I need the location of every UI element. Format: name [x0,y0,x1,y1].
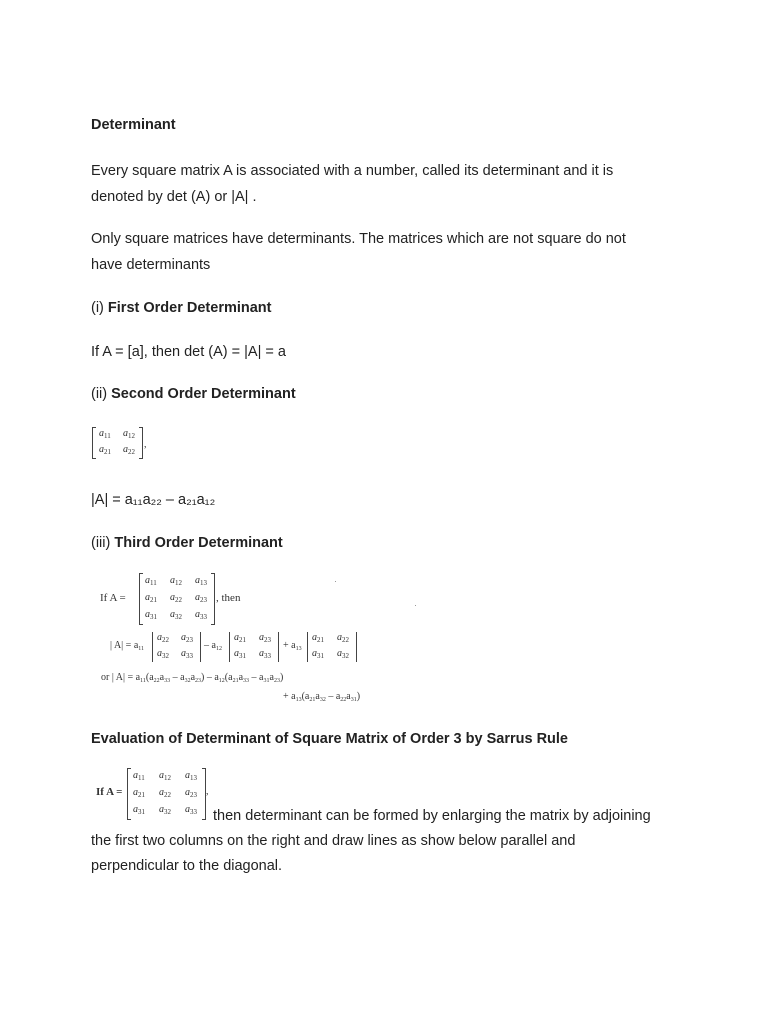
sarrus-if-a-equals: If A = [96,786,123,798]
page-title: Determinant [91,117,176,133]
sarrus-text-line: the first two columns on the right and draw lines as show below parallel and [91,833,576,849]
expand-or: or | A| = a [101,672,141,683]
paragraph-definition [91,158,613,210]
paragraph-line: denoted by det (A) or |A| . [91,189,257,205]
then-text: , then [216,592,241,604]
if-a-equals: If A = [100,592,126,604]
expand-lhs: | A| = a [110,640,139,651]
sarrus-text-line: then determinant can be formed by enlarging the matrix by adjoining [213,808,651,824]
sarrus-heading: Evaluation of Determinant of Square Matrix of Order 3 by Sarrus Rule [91,731,568,747]
second-order-formula: |A| = a₁₁a₂₂ – a₂₁a₁₂ [91,492,216,508]
section-prefix: (iii) [91,535,115,551]
third-order-expansion-image: If A = $a_{11}$ $a_{12}$ $a_{13}$ $a_{21}$ $a_{22}$ $a_{23}$ $a_{31}$ $a_{32}$ $a_{33}$ , then | $A| = a_{11}$ $a_{22}$ $a_{23}$ $a_{32}$ $a_{33}$ – $a_{12}$ $a_{21}$ $a_{23}$ $a_{31}$ $a_{33}$ + $a_{13}$ $a_{21}$ $a_{22}$ $a_{31}$ $a_{32}$ or | $A| = a_{11}(a_{22}a_{33} - a_{32}a_{23}) - a_{12}(a_{21}a_{33} - a_{31}a_{23})$ + $a_{13}(a_{21}a_{32} - a_{22}a_{31})$ [100,575,361,703]
section-heading-first-order [91,300,272,316]
section-title: Third Order Determinant [114,535,283,551]
section-heading-third-order [91,535,283,551]
section-title: First Order Determinant [107,300,272,316]
paragraph-line: Every square matrix A is associated with a number, called its determinant and it is [91,163,614,179]
second-order-matrix-image: $a_{11}$ $a_{12}$ $a_{21}$ $a_{22}$ , [91,425,151,461]
section-heading-second-order [91,386,296,402]
section-title: Second Order Determinant [111,386,296,402]
sarrus-matrix-image: If A = $a_{11}$ $a_{12}$ $a_{13}$ $a_{21}$ $a_{22}$ $a_{23}$ $a_{31}$ $a_{32}$ $a_{33}$ , [93,766,213,820]
section-prefix: (ii) [91,386,112,402]
speck [415,605,416,606]
section-prefix: (i) [91,300,108,316]
paragraph-square-only [91,226,626,278]
paragraph-line: Only square matrices have determinants. The matrices which are not square do not [91,231,626,247]
sarrus-text-line: perpendicular to the diagonal. [91,858,283,874]
first-order-formula: If A = [a], then det (A) = |A| = a [91,344,286,360]
speck [335,581,336,582]
paragraph-line: have determinants [91,257,211,273]
